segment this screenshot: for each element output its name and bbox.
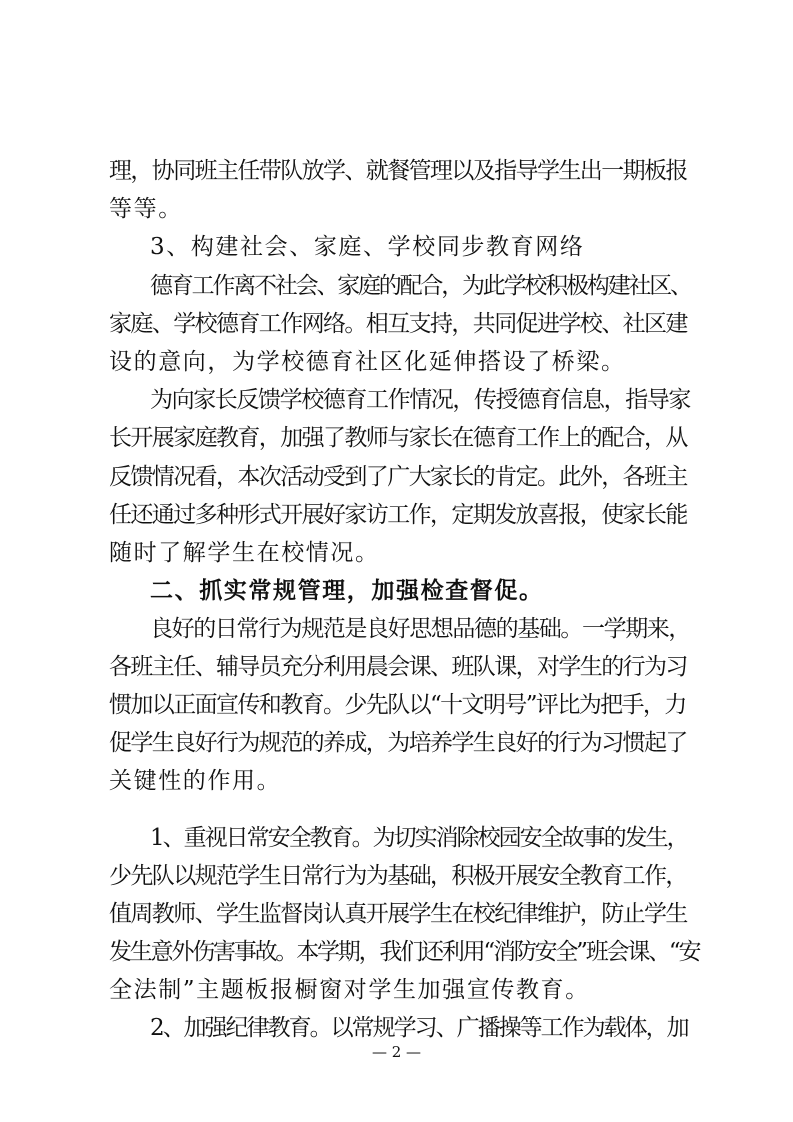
text-line: 值周教师、学生监督岗认真开展学生在校纪律维护，防止学生 [109,901,687,927]
text-line: 反馈情况看，本次活动受到了广大家长的肯定。此外，各班主 [109,464,687,490]
section-heading: 3、构建社会、家庭、学校同步教育网络 [150,234,585,260]
text-line: 长开展家庭教育，加强了教师与家长在德育工作上的配合，从 [109,425,687,451]
text-line: 全法制”主题板报橱窗对学生加强宣传教育。 [109,977,590,1003]
text-line: 德育工作离不社会、家庭的配合，为此学校积极构建社区、 [150,273,691,299]
text-line: 惯加以正面宣传和教育。少先队以“十文明号”评比为把手，力 [109,692,686,718]
text-line: 理，协同班主任带队放学、就餐管理以及指导学生出一期板报 [109,158,687,184]
text-line: 各班主任、辅导员充分利用晨会课、班队课，对学生的行为习 [109,654,687,680]
text-line: 随时了解学生在校情况。 [109,540,380,566]
bold-section-heading: 二、抓实常规管理，加强检查督促。 [150,577,544,604]
text-line: 关键性的作用。 [109,768,282,794]
text-line: 任还通过多种形式开展好家访工作，定期发放喜报，使家长能 [109,502,687,528]
text-line: 发生意外伤害事故。本学期，我们还利用“消防安全”班会课、“安 [109,939,700,965]
text-line: 2、加强纪律教育。以常规学习、广播操等工作为载体，加 [150,1015,688,1041]
text-line: 设的意向，为学校德育社区化延伸搭设了桥梁。 [109,349,626,375]
text-line: 为向家长反馈学校德育工作情况，传授德育信息，指导家 [150,387,691,413]
text-line: 1、重视日常安全教育。为切实消除校园安全故事的发生， [150,825,688,851]
text-line: 良好的日常行为规范是良好思想品德的基础。一学期来， [150,616,691,642]
text-line: 等等。 [109,196,183,222]
text-line: 家庭、学校德育工作网络。相互支持，共同促进学校、社区建 [109,311,687,337]
page-number: — 2 — [371,1043,422,1061]
text-line: 促学生良好行为规范的养成，为培养学生良好的行为习惯起了 [109,730,687,756]
text-line: 少先队以规范学生日常行为为基础，积极开展安全教育工作， [109,863,687,889]
